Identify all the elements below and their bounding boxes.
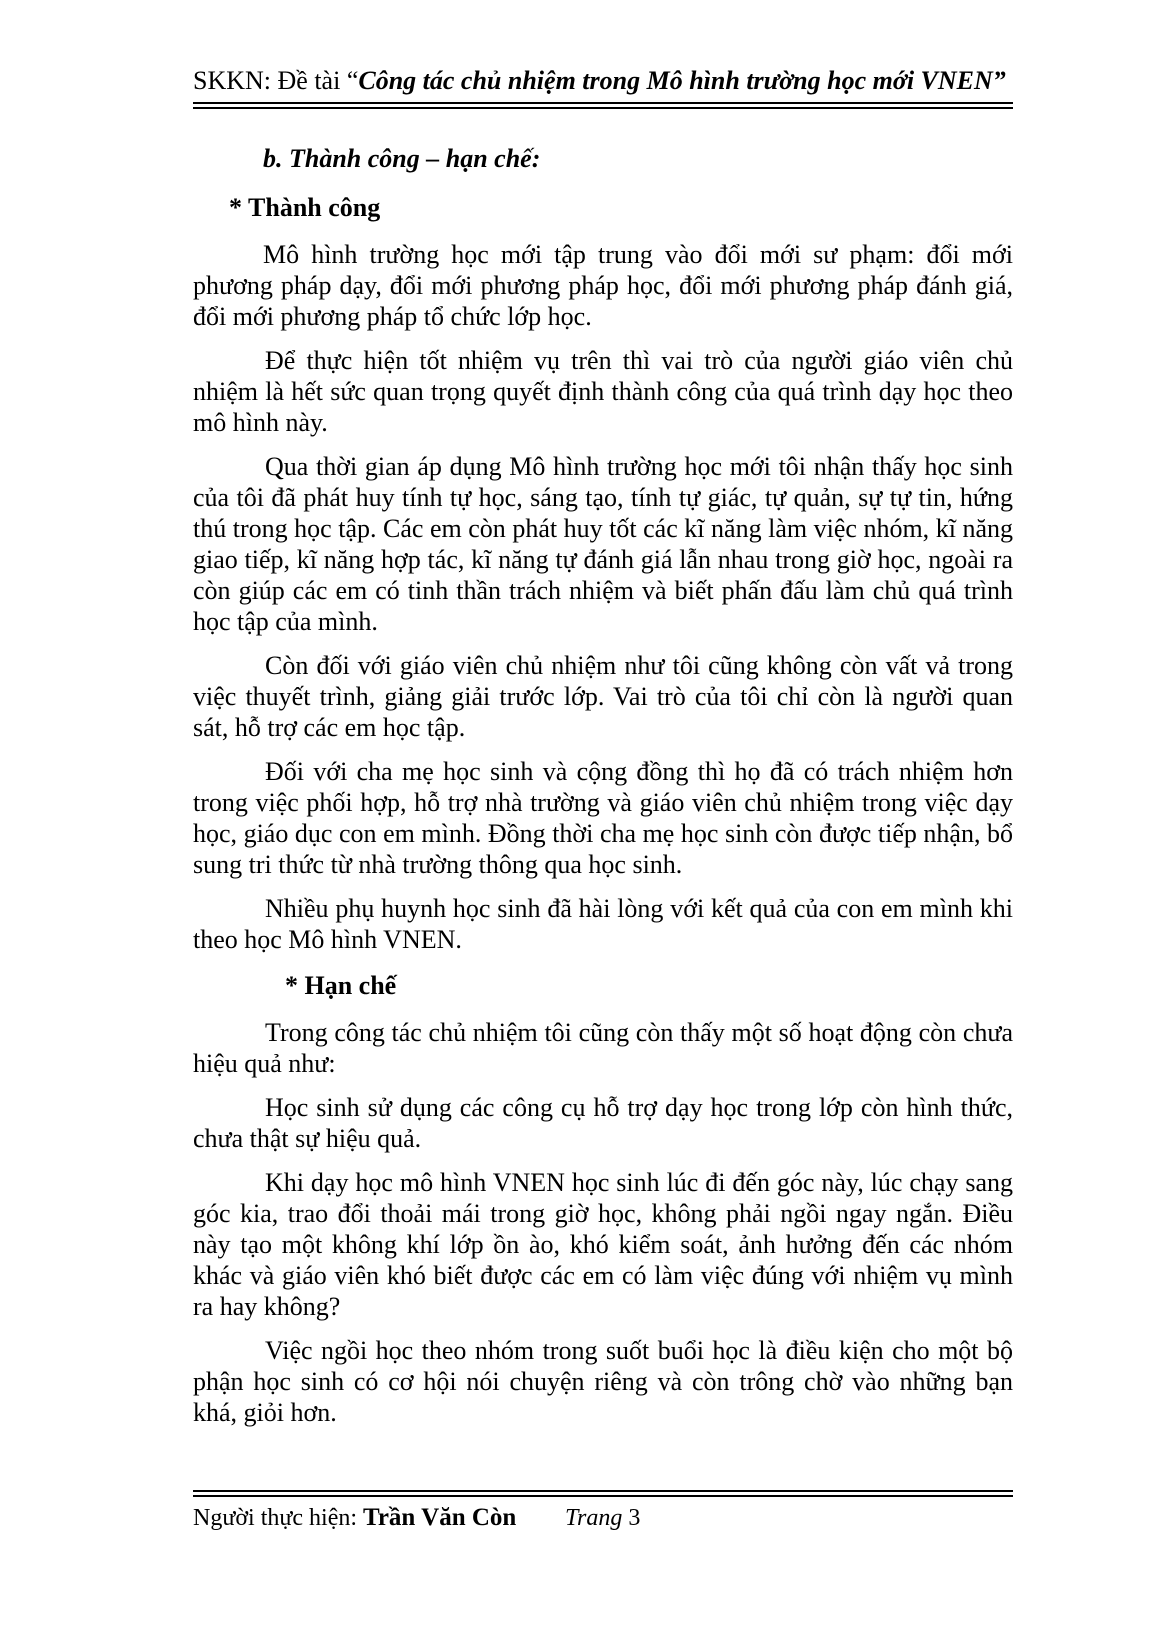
section-subheading: b. Thành công – hạn chế: bbox=[263, 144, 541, 173]
paragraph: Trong công tác chủ nhiệm tôi cũng còn thấy một số hoạt động còn chưa hiệu quả như: bbox=[193, 1018, 1013, 1078]
limit-heading: * Hạn chế bbox=[285, 971, 397, 1000]
page-footer bbox=[193, 1503, 1013, 1533]
paragraph: Còn đối với giáo viên chủ nhiệm như tôi cũng không còn vất vả trong việc thuyết trình, giảng giải trước lớp. Vai trò của tôi chỉ còn là người quan sát, hỗ trợ các em học tập. bbox=[193, 651, 1013, 742]
header-suffix: ” bbox=[992, 66, 1006, 95]
paragraph: Để thực hiện tốt nhiệm vụ trên thì vai trò của người giáo viên chủ nhiệm là hết sức quan trọng quyết định thành công của quá trình dạy học theo mô hình này. bbox=[193, 346, 1013, 437]
page-label: Trang bbox=[565, 1505, 623, 1531]
header-rule bbox=[193, 102, 1013, 109]
paragraph: Qua thời gian áp dụng Mô hình trường học mới tôi nhận thấy học sinh của tôi đã phát huy tính tự học, sáng tạo, tính tự giác, tự quản, sự tự tin, hứng thú trong học tập. Các em còn phát huy tốt các kĩ năng làm việc nhóm, kĩ năng giao tiếp, kĩ năng hợp tác, kĩ năng tự đánh giá lẫn nhau trong giờ học, ngoài ra còn giúp các em có tinh thần trách nhiệm và biết phấn đấu làm chủ quá trình học tập của mình. bbox=[193, 452, 1013, 636]
header-title: Công tác chủ nhiệm trong Mô hình trường học mới VNEN bbox=[358, 66, 993, 95]
document-body bbox=[193, 140, 1013, 1441]
header-prefix: SKKN: Đề tài “ bbox=[193, 66, 359, 95]
paragraph: Đối với cha mẹ học sinh và cộng đồng thì họ đã có trách nhiệm hơn trong việc phối hợp, hỗ trợ nhà trường và giáo viên chủ nhiệm trong việc dạy học, giáo dục con em mình. Đồng thời cha mẹ học sinh còn được tiếp nhận, bổ sung tri thức từ nhà trường thông qua học sinh. bbox=[193, 757, 1013, 879]
author-label: Người thực hiện: bbox=[193, 1505, 364, 1531]
paragraph: Khi dạy học mô hình VNEN học sinh lúc đi đến góc này, lúc chạy sang góc kia, trao đổi thoải mái trong giờ học, không phải ngồi ngay ngắn. Điều này tạo một không khí lớp ồn ào, khó kiểm soát, ảnh hưởng đến các nhóm khác và giáo viên khó biết được các em có làm việc đúng với nhiệm vụ mình ra hay không? bbox=[193, 1168, 1013, 1321]
page-number-value: 3 bbox=[628, 1505, 641, 1531]
paragraph: Mô hình trường học mới tập trung vào đổi mới sư phạm: đổi mới phương pháp dạy, đổi mới phương pháp học, đổi mới phương pháp đánh giá, đổi mới phương pháp tổ chức lớp học. bbox=[193, 240, 1013, 331]
author-name: Trần Văn Còn bbox=[363, 1504, 517, 1531]
paragraph: Việc ngồi học theo nhóm trong suốt buổi học là điều kiện cho một bộ phận học sinh có cơ hội nói chuyện riêng và còn trông chờ vào những bạn khá, giỏi hơn. bbox=[193, 1336, 1013, 1427]
paragraph: Học sinh sử dụng các công cụ hỗ trợ dạy học trong lớp còn hình thức, chưa thật sự hiệu quả. bbox=[193, 1093, 1013, 1153]
success-heading: * Thành công bbox=[229, 193, 381, 222]
footer-rule bbox=[193, 1490, 1013, 1497]
page-header bbox=[193, 66, 1013, 96]
page-number bbox=[565, 1503, 640, 1533]
paragraph: Nhiều phụ huynh học sinh đã hài lòng với kết quả của con em mình khi theo học Mô hình VNEN. bbox=[193, 894, 1013, 954]
